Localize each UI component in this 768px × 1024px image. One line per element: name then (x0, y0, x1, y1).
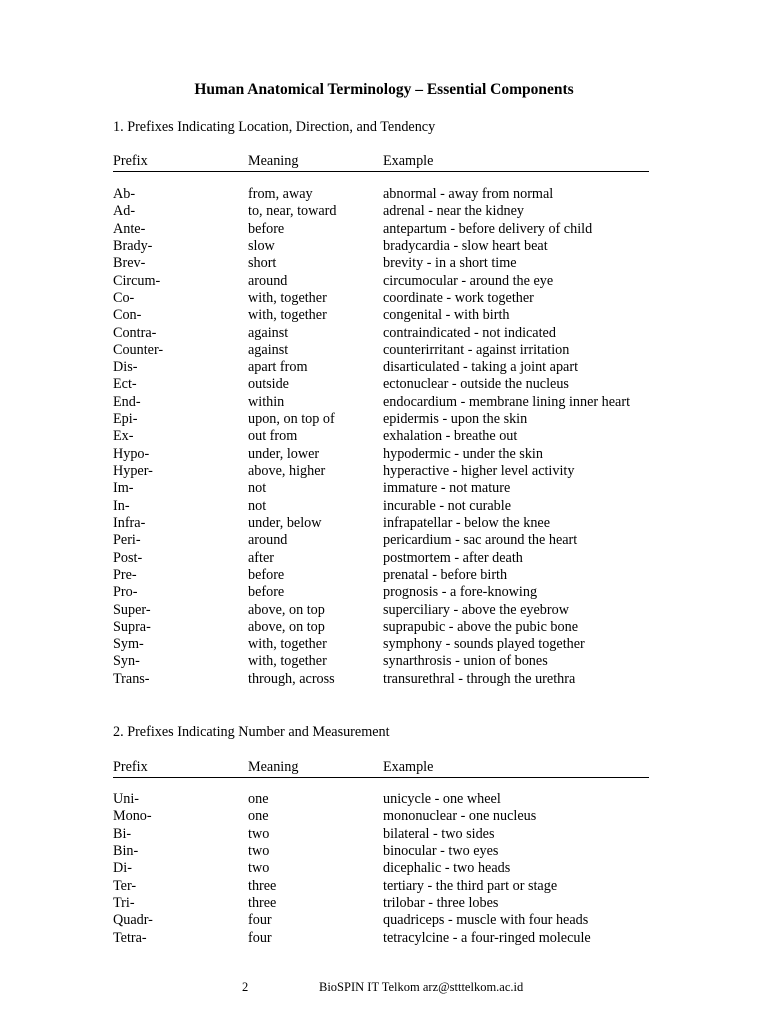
prefix-cell: Ex- (113, 428, 134, 445)
meaning-cell: with, together (248, 307, 327, 324)
meaning-cell: against (248, 324, 289, 341)
prefix-cell: Post- (113, 549, 143, 566)
meaning-cell: from, away (248, 186, 313, 202)
prefix-cell: Uni- (113, 791, 140, 807)
prefix-cell: Ab- (113, 186, 136, 202)
meaning-cell: after (248, 549, 274, 566)
prefix-cell: Hypo- (113, 445, 150, 462)
prefix-cell: Supra- (113, 618, 151, 635)
example-cell: abnormal - away from normal (383, 186, 554, 202)
section-1-table-header (113, 152, 649, 172)
meaning-cell: around (248, 272, 288, 289)
prefix-cell: Ter- (113, 877, 137, 894)
example-cell: pericardium - sac around the heart (383, 532, 578, 549)
prefix-cell: Epi- (113, 411, 138, 428)
table-row (113, 671, 653, 688)
table-row (113, 843, 653, 860)
table-row (113, 428, 653, 445)
meaning-cell: outside (248, 376, 289, 393)
example-cell: suprapubic - above the pubic bone (383, 618, 579, 635)
prefix-cell: Con- (113, 307, 142, 324)
table-row (113, 930, 653, 947)
table-row (113, 273, 653, 290)
prefix-cell: End- (113, 393, 141, 410)
example-cell: bradycardia - slow heart beat (383, 237, 548, 254)
meaning-cell: three (248, 877, 277, 894)
column-header-prefix: Prefix (113, 759, 148, 775)
table-row (113, 376, 653, 393)
meaning-cell: to, near, toward (248, 203, 337, 220)
table-row (113, 791, 653, 808)
section-1-heading: 1. Prefixes Indicating Location, Direction, and Tendency (113, 119, 436, 135)
meaning-cell: four (248, 929, 272, 946)
example-cell: quadriceps - muscle with four heads (383, 912, 589, 929)
meaning-cell: with, together (248, 289, 327, 306)
table-row (113, 532, 653, 549)
meaning-cell: within (248, 393, 285, 410)
meaning-cell: above, on top (248, 601, 325, 618)
prefix-cell: Trans- (113, 670, 150, 687)
meaning-cell: not (248, 480, 267, 497)
table-row (113, 584, 653, 601)
table-row (113, 878, 653, 895)
table-row (113, 567, 653, 584)
meaning-cell: upon, on top of (248, 411, 335, 428)
table-row (113, 394, 653, 411)
example-cell: prenatal - before birth (383, 566, 508, 583)
meaning-cell: short (248, 255, 277, 272)
example-cell: infrapatellar - below the knee (383, 514, 551, 531)
column-header-example: Example (383, 759, 434, 775)
prefix-cell: Im- (113, 480, 134, 497)
example-cell: synarthrosis - union of bones (383, 653, 548, 670)
example-cell: mononuclear - one nucleus (383, 808, 537, 825)
section-2-heading: 2. Prefixes Indicating Number and Measurement (113, 724, 390, 740)
meaning-cell: above, on top (248, 618, 325, 635)
meaning-cell: slow (248, 237, 275, 254)
table-row (113, 636, 653, 653)
prefix-cell: Bi- (113, 825, 132, 842)
table-row (113, 860, 653, 877)
section-1-table-body (113, 186, 653, 688)
table-row (113, 325, 653, 342)
table-row (113, 912, 653, 929)
table-row (113, 515, 653, 532)
example-cell: tertiary - the third part or stage (383, 877, 558, 894)
prefix-cell: Syn- (113, 653, 140, 670)
meaning-cell: above, higher (248, 463, 326, 479)
example-cell: contraindicated - not indicated (383, 324, 556, 341)
prefix-cell: Infra- (113, 514, 146, 531)
example-cell: symphony - sounds played together (383, 636, 585, 653)
example-cell: endocardium - membrane lining inner heart (383, 393, 631, 410)
example-cell: disarticulated - taking a joint apart (383, 359, 579, 376)
table-row (113, 411, 653, 428)
prefix-cell: Hyper- (113, 463, 153, 479)
example-cell: circumocular - around the eye (383, 272, 554, 289)
meaning-cell: against (248, 341, 289, 358)
prefix-cell: Super- (113, 601, 151, 618)
example-cell: superciliary - above the eyebrow (383, 601, 569, 618)
example-cell: incurable - not curable (383, 497, 512, 514)
meaning-cell: with, together (248, 653, 327, 670)
section-2-table-header (113, 758, 649, 778)
meaning-cell: not (248, 497, 267, 514)
example-cell: congenital - with birth (383, 307, 510, 324)
prefix-cell: Tetra- (113, 929, 147, 946)
table-row (113, 307, 653, 324)
example-cell: prognosis - a fore-knowing (383, 584, 538, 601)
table-row (113, 359, 653, 376)
meaning-cell: one (248, 808, 269, 825)
prefix-cell: Ad- (113, 203, 136, 220)
table-row (113, 290, 653, 307)
prefix-cell: Dis- (113, 359, 138, 376)
prefix-cell: Ect- (113, 376, 137, 393)
prefix-cell: Bin- (113, 842, 139, 859)
prefix-cell: Mono- (113, 808, 152, 825)
section-2-table-body (113, 791, 653, 947)
prefix-cell: Di- (113, 860, 132, 877)
example-cell: dicephalic - two heads (383, 860, 511, 877)
table-row (113, 238, 653, 255)
meaning-cell: with, together (248, 636, 327, 653)
meaning-cell: two (248, 825, 270, 842)
prefix-cell: In- (113, 497, 130, 514)
table-row (113, 342, 653, 359)
meaning-cell: out from (248, 428, 298, 445)
example-cell: hypodermic - under the skin (383, 445, 543, 462)
prefix-cell: Peri- (113, 532, 141, 549)
prefix-cell: Tri- (113, 894, 135, 911)
example-cell: immature - not mature (383, 480, 511, 497)
table-row (113, 221, 653, 238)
example-cell: ectonuclear - outside the nucleus (383, 376, 569, 393)
example-cell: binocular - two eyes (383, 842, 499, 859)
table-row (113, 186, 653, 203)
example-cell: exhalation - breathe out (383, 428, 518, 445)
prefix-cell: Circum- (113, 272, 161, 289)
table-row (113, 550, 653, 567)
meaning-cell: two (248, 860, 270, 877)
prefix-cell: Quadr- (113, 912, 153, 929)
example-cell: bilateral - two sides (383, 825, 495, 842)
meaning-cell: four (248, 912, 272, 929)
example-cell: trilobar - three lobes (383, 894, 499, 911)
table-row (113, 498, 653, 515)
meaning-cell: through, across (248, 670, 335, 687)
table-row (113, 653, 653, 670)
column-header-example: Example (383, 153, 434, 169)
footer-text: BioSPIN IT Telkom arz@stttelkom.ac.id (319, 980, 524, 994)
table-row (113, 895, 653, 912)
table-row (113, 480, 653, 497)
meaning-cell: before (248, 584, 285, 601)
example-cell: postmortem - after death (383, 549, 523, 566)
example-cell: adrenal - near the kidney (383, 203, 525, 220)
meaning-cell: one (248, 791, 269, 807)
prefix-cell: Contra- (113, 324, 157, 341)
meaning-cell: under, lower (248, 445, 320, 462)
example-cell: coordinate - work together (383, 289, 534, 306)
example-cell: brevity - in a short time (383, 255, 517, 272)
column-header-meaning: Meaning (248, 153, 299, 169)
column-header-prefix: Prefix (113, 153, 148, 169)
meaning-cell: before (248, 220, 285, 237)
example-cell: hyperactive - higher level activity (383, 463, 575, 479)
example-cell: tetracylcine - a four-ringed molecule (383, 929, 591, 946)
document-title: Human Anatomical Terminology – Essential Components (194, 81, 574, 98)
page-number: 2 (242, 980, 249, 994)
table-row (113, 255, 653, 272)
meaning-cell: under, below (248, 514, 322, 531)
meaning-cell: apart from (248, 359, 308, 376)
meaning-cell: three (248, 894, 277, 911)
prefix-cell: Co- (113, 289, 135, 306)
table-row (113, 463, 653, 480)
table-row (113, 203, 653, 220)
column-header-meaning: Meaning (248, 759, 299, 775)
prefix-cell: Pro- (113, 584, 138, 601)
prefix-cell: Pre- (113, 566, 137, 583)
table-row (113, 826, 653, 843)
table-row (113, 619, 653, 636)
meaning-cell: two (248, 842, 270, 859)
prefix-cell: Brev- (113, 255, 146, 272)
prefix-cell: Brady- (113, 237, 153, 254)
prefix-cell: Sym- (113, 636, 144, 653)
example-cell: epidermis - upon the skin (383, 411, 528, 428)
prefix-cell: Counter- (113, 341, 164, 358)
example-cell: unicycle - one wheel (383, 791, 501, 807)
meaning-cell: around (248, 532, 288, 549)
example-cell: counterirritant - against irritation (383, 341, 570, 358)
table-row (113, 808, 653, 825)
table-row (113, 446, 653, 463)
example-cell: transurethral - through the urethra (383, 670, 576, 687)
prefix-cell: Ante- (113, 220, 146, 237)
meaning-cell: before (248, 566, 285, 583)
table-row (113, 602, 653, 619)
example-cell: antepartum - before delivery of child (383, 220, 593, 237)
